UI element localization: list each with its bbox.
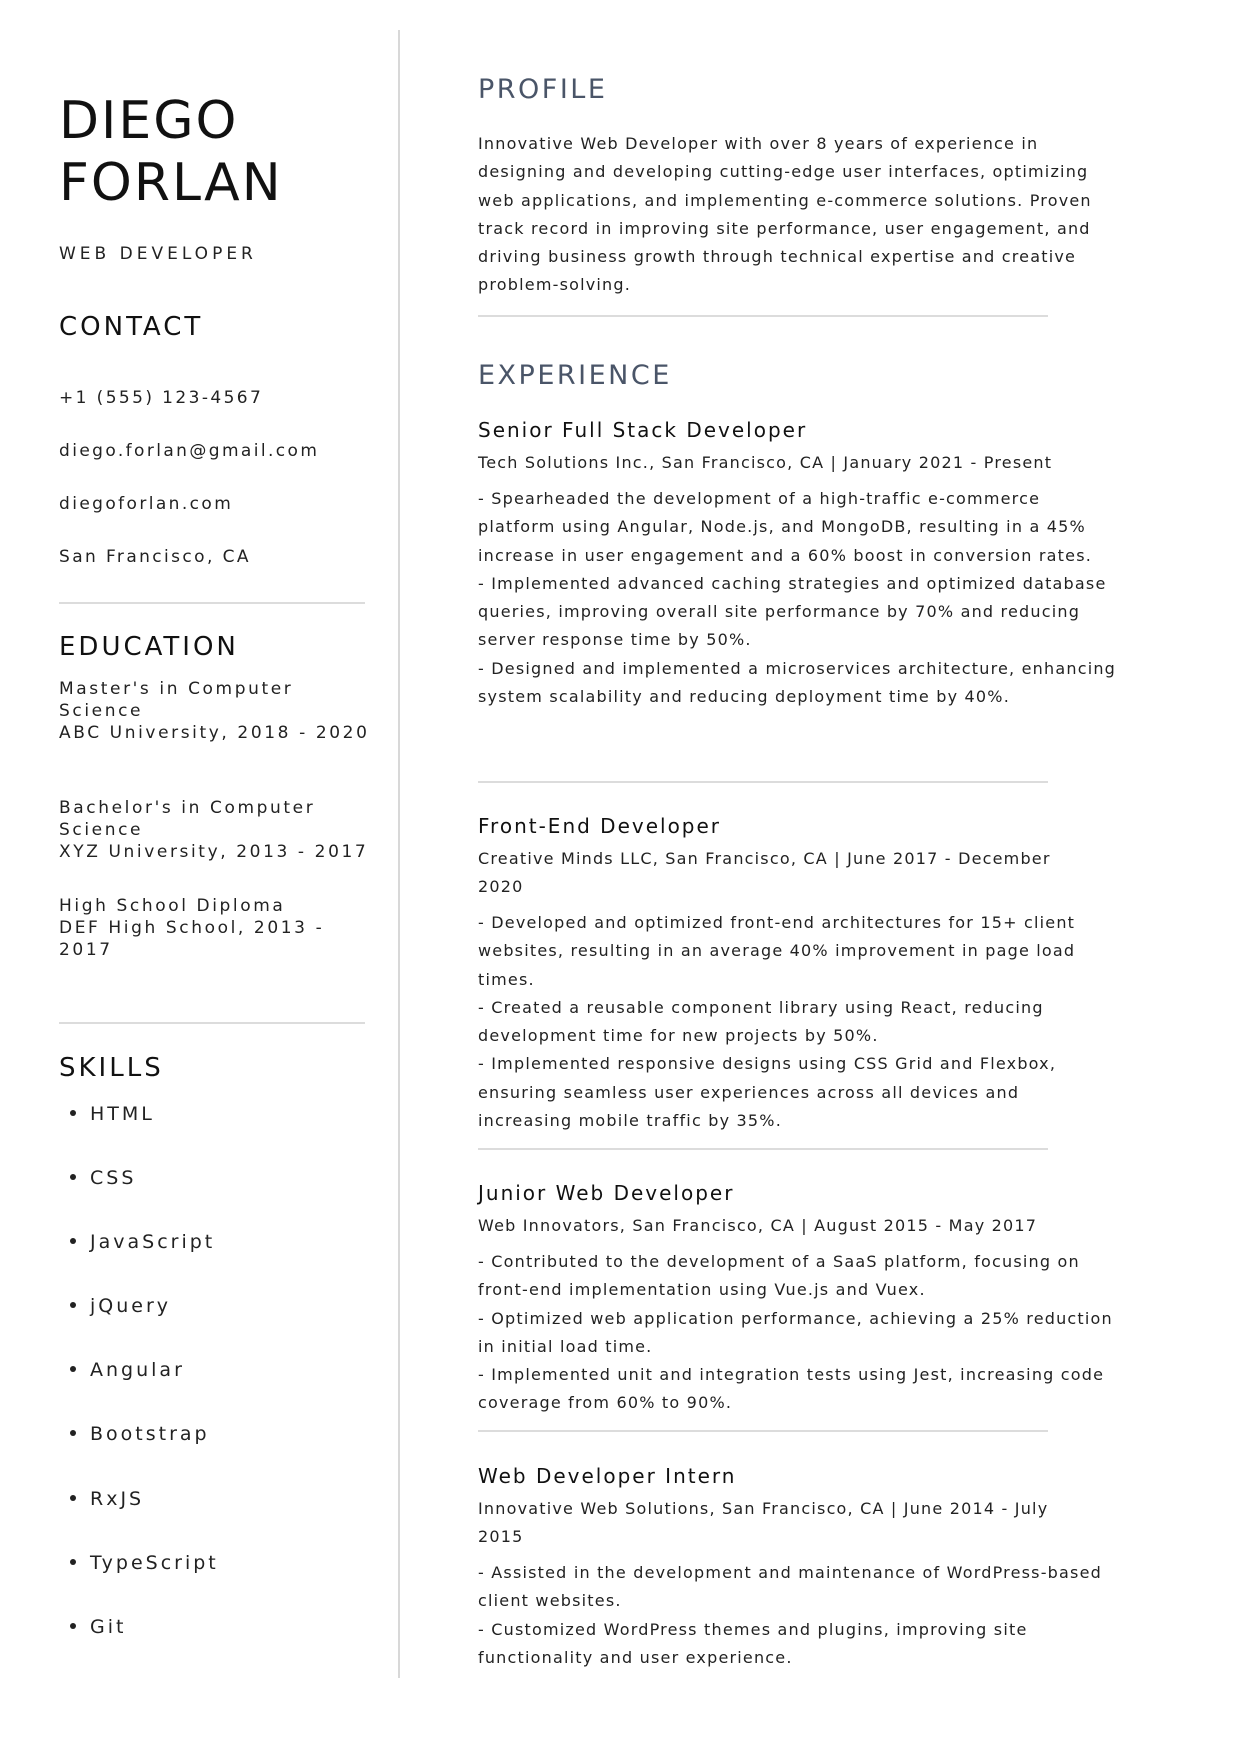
- skill-item: [70, 1231, 215, 1253]
- divider: [478, 781, 1048, 783]
- job-bullet: - Designed and implemented a microservices architecture, enhancing system scalability and reducing deployment time by 40%.: [478, 658, 1117, 707]
- skills-heading: SKILLS: [59, 1053, 164, 1083]
- skill-label: jQuery: [90, 1295, 172, 1317]
- skill-label: RxJS: [90, 1488, 145, 1510]
- education-item: [59, 895, 379, 961]
- job-bullet: - Assisted in the development and maintenance of WordPress-based client websites.: [478, 1563, 1102, 1611]
- bullet-icon: [70, 1559, 76, 1565]
- job-bullets: [478, 1559, 1118, 1672]
- education-school: ABC University, 2018 - 2020: [59, 723, 370, 743]
- name-last: FORLAN: [59, 153, 283, 213]
- skill-item: [70, 1616, 126, 1638]
- divider: [478, 1148, 1048, 1150]
- divider: [59, 1022, 365, 1024]
- skill-label: TypeScript: [90, 1552, 219, 1574]
- job-meta: Innovative Web Solutions, San Francisco, CA | June 2014 - July 2015: [478, 1499, 1049, 1547]
- contact-email: diego.forlan@gmail.com: [59, 441, 320, 461]
- profile-summary: Innovative Web Developer with over 8 years of experience in designing and developing cutting-edge user interfaces, optimizing web applications, and implementing e-commerce solutions. Proven track record in improving site performance, user engagement, and driving business growth through technical expertise and creative problem-solving.: [478, 134, 1092, 295]
- skill-label: JavaScript: [90, 1231, 216, 1253]
- skill-label: CSS: [90, 1167, 137, 1189]
- job-bullet: - Implemented unit and integration tests using Jest, increasing code coverage from 60% to 90%.: [478, 1365, 1105, 1413]
- column-divider: [398, 30, 400, 1678]
- bullet-icon: [70, 1238, 76, 1244]
- education-heading: EDUCATION: [59, 632, 239, 662]
- sidebar: [0, 0, 398, 1754]
- contact-location: San Francisco, CA: [59, 547, 251, 567]
- education-degree: Bachelor's in Computer Science: [59, 798, 316, 840]
- job-bullets: [478, 909, 1118, 1135]
- skill-item: [70, 1295, 171, 1317]
- job-meta: Tech Solutions Inc., San Francisco, CA | January 2021 - Present: [478, 453, 1053, 472]
- skill-item: [70, 1423, 210, 1445]
- job-bullet: - Spearheaded the development of a high-traffic e-commerce platform using Angular, Node.js, and MongoDB, resulting in a 45% increase in user engagement and a 60% boost in conversion rates.: [478, 489, 1093, 565]
- job-bullet: - Developed and optimized front-end architectures for 15+ client websites, resulting in an average 40% improvement in page load times.: [478, 913, 1076, 989]
- bullet-icon: [70, 1366, 76, 1372]
- job-bullet: - Optimized web application performance, achieving a 25% reduction in initial load time.: [478, 1308, 1113, 1356]
- education-degree: Master's in Computer Science: [59, 679, 294, 721]
- job-title: Web Developer Intern: [478, 1464, 737, 1488]
- job-bullet: - Implemented responsive designs using CSS Grid and Flexbox, ensuring seamless user experiences across all devices and increasing mobile traffic by 35%.: [478, 1054, 1057, 1131]
- job-title: Senior Full Stack Developer: [478, 418, 808, 442]
- divider: [478, 315, 1048, 317]
- skill-label: Git: [90, 1616, 127, 1638]
- job-title-label: WEB DEVELOPER: [59, 244, 257, 264]
- bullet-icon: [70, 1110, 76, 1116]
- bullet-icon: [70, 1430, 76, 1436]
- bullet-icon: [70, 1302, 76, 1308]
- bullet-icon: [70, 1174, 76, 1180]
- education-item: [59, 678, 379, 744]
- job-meta: Creative Minds LLC, San Francisco, CA | June 2017 - December 2020: [478, 849, 1051, 897]
- candidate-name: [59, 90, 283, 214]
- education-school: DEF High School, 2013 - 2017: [59, 918, 325, 960]
- name-first: DIEGO: [59, 91, 239, 151]
- job-bullets: [478, 1248, 1118, 1418]
- profile-heading: PROFILE: [478, 74, 608, 105]
- divider: [59, 602, 365, 604]
- job-bullet: - Implemented advanced caching strategies and optimized database queries, improving overall site performance by 70% and reducing server response time by 50%.: [478, 573, 1107, 650]
- contact-website: diegoforlan.com: [59, 494, 234, 514]
- contact-heading: CONTACT: [59, 312, 204, 342]
- skill-item: [70, 1359, 185, 1381]
- skill-label: Angular: [90, 1359, 185, 1381]
- skill-label: Bootstrap: [90, 1423, 210, 1445]
- education-item: [59, 797, 379, 863]
- job-bullet: - Contributed to the development of a SaaS platform, focusing on front-end implementation using Vue.js and Vuex.: [478, 1252, 1080, 1300]
- bullet-icon: [70, 1495, 76, 1501]
- education-degree: High School Diploma: [59, 896, 286, 916]
- job-meta: Web Innovators, San Francisco, CA | August 2015 - May 2017: [478, 1216, 1038, 1235]
- skill-item: [70, 1488, 144, 1510]
- skill-item: [70, 1103, 155, 1125]
- job-bullets: [478, 485, 1118, 711]
- skill-item: [70, 1167, 136, 1189]
- education-school: XYZ University, 2013 - 2017: [59, 842, 369, 862]
- bullet-icon: [70, 1623, 76, 1629]
- divider: [478, 1430, 1048, 1432]
- skill-item: [70, 1552, 219, 1574]
- job-bullet: - Customized WordPress themes and plugins, improving site functionality and user experience.: [478, 1619, 1028, 1667]
- contact-phone: +1 (555) 123-4567: [59, 388, 264, 408]
- job-title: Front-End Developer: [478, 814, 722, 838]
- experience-heading: EXPERIENCE: [478, 360, 672, 391]
- job-title: Junior Web Developer: [478, 1181, 735, 1205]
- skill-label: HTML: [90, 1103, 155, 1125]
- job-bullet: - Created a reusable component library using React, reducing development time for new projects by 50%.: [478, 997, 1044, 1046]
